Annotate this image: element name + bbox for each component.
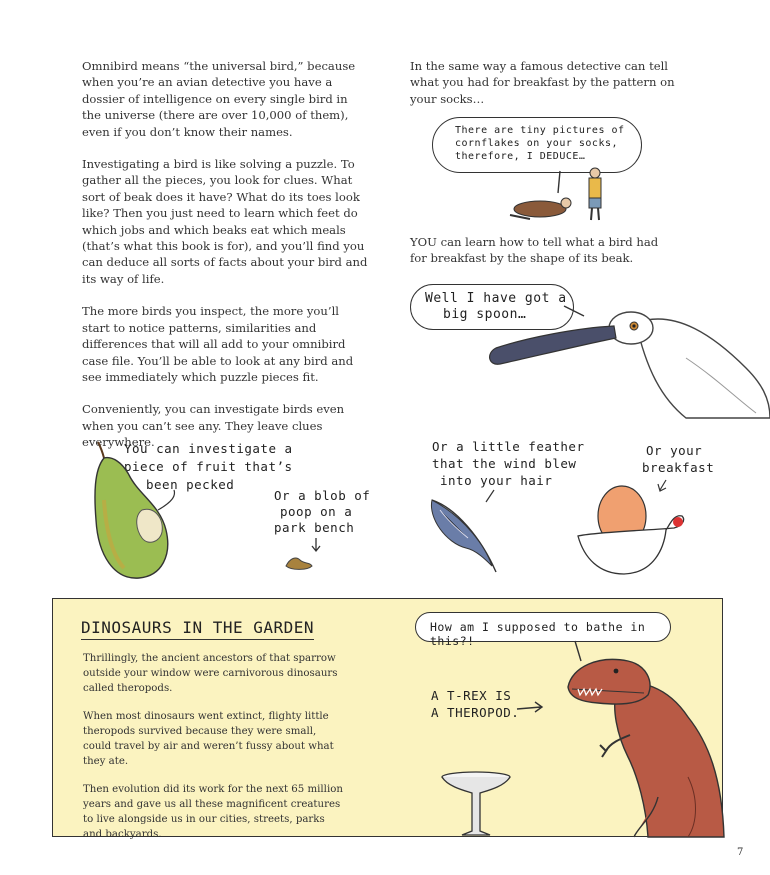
paragraph-puzzle: Investigating a bird is like solving a puzzle. To gather all the pieces, you look for clues. What sort of beak does it have? What do its toes look like? Then you just need to learn which feet do which jobs and which beaks eat which meals (that’s what this book is for), and you’ll find you can deduce all sorts of facts about your bird and its way of life. — [82, 157, 368, 286]
trex-label — [431, 687, 519, 721]
paragraph-patterns: The more birds you inspect, the more you’ll start to notice patterns, similarities and differences that will all add to your omnibird case file. You’ll be able to look at any bird and see immediately which puzzle pieces fit. — [82, 304, 354, 384]
clue-breakfast-line-2: breakfast — [642, 460, 715, 475]
trex-bubble-text: How am I supposed to bathe in this?! — [430, 620, 646, 648]
detective-bubble-line-3: therefore, I DEDUCE… — [455, 151, 586, 162]
clue-breakfast-line-1: Or your — [646, 443, 703, 458]
clue-poop-line-2: poop on a — [280, 504, 353, 519]
feather-illustration — [426, 488, 506, 578]
spoonbill-bubble-line-1: Well I have got a — [425, 291, 567, 306]
poop-illustration — [282, 536, 332, 576]
clue-poop-line-1: Or a blob of — [274, 488, 371, 503]
clue-feather-caption — [432, 438, 585, 489]
clue-poop-caption — [274, 488, 370, 536]
page-number: 7 — [737, 847, 744, 858]
trex-label-line-2: A THEROPOD. — [431, 705, 520, 720]
right-column-intro — [410, 58, 678, 107]
clue-fruit-line-2: piece of fruit that’s — [124, 459, 293, 474]
clue-feather-line-1: Or a little feather — [432, 439, 585, 454]
spoonbill-illustration — [486, 298, 770, 423]
dinosaur-paragraph-ancestors: Thrillingly, the ancient ancestors of that sparrow outside your window were carnivorous dinosaurs called theropods. — [83, 653, 338, 694]
right-column-beak — [410, 234, 678, 267]
paragraph-beak: YOU can learn how to tell what a bird had for breakfast by the shape of its beak. — [410, 235, 659, 266]
clue-breakfast-caption — [642, 442, 714, 476]
spoonbill-bubble-line-2: big spoon… — [443, 307, 527, 322]
clue-poop-line-3: park bench — [274, 520, 355, 535]
trex-label-line-1: A T-REX IS — [431, 688, 512, 703]
detective-illustration — [500, 165, 620, 230]
trex-illustration — [558, 647, 724, 837]
paragraph-clues: Conveniently, you can investigate birds even when you can’t see any. They leave clues everywhere. — [82, 402, 345, 450]
dinosaur-box-title: DINOSAURS IN THE GARDEN — [81, 618, 314, 640]
dinosaur-paragraph-extinct: When most dinosaurs went extinct, flighty little theropods survived because they were small, could travel by air and weren’t fussy about what they ate. — [83, 711, 334, 767]
arrow-icon — [515, 699, 545, 715]
clue-feather-line-3: into your hair — [440, 473, 553, 488]
dinosaur-paragraph-evolution: Then evolution did its work for the next 65 million years and gave us all these magnificent creatures to live alongside us in our cities, streets, parks and backyards. — [83, 784, 343, 840]
clue-feather-line-2: that the wind blew — [432, 456, 577, 471]
paragraph-omnibird: Omnibird means “the universal bird,” because when you’re an avian detective you have a dossier of intelligence on every single bird in the universe (there are over 10,000 of them), even if you don’t know their names. — [82, 59, 356, 139]
pecked-pear-illustration — [84, 440, 184, 585]
paragraph-detective: In the same way a famous detective can tell what you had for breakfast by the pattern on your socks… — [410, 59, 675, 106]
dinosaur-callout-box — [52, 598, 723, 840]
left-column — [82, 58, 370, 451]
birdbath-illustration — [438, 771, 514, 837]
trex-speech-bubble — [415, 612, 671, 648]
dinosaur-box-text — [83, 651, 343, 842]
clue-fruit-line-3: been pecked — [146, 477, 235, 492]
detective-bubble-line-2: cornflakes on your socks, — [455, 138, 619, 149]
egg-cup-illustration — [574, 478, 694, 578]
detective-bubble-line-1: There are tiny pictures of — [455, 125, 625, 136]
clue-fruit-line-1: You can investigate a — [124, 441, 293, 456]
